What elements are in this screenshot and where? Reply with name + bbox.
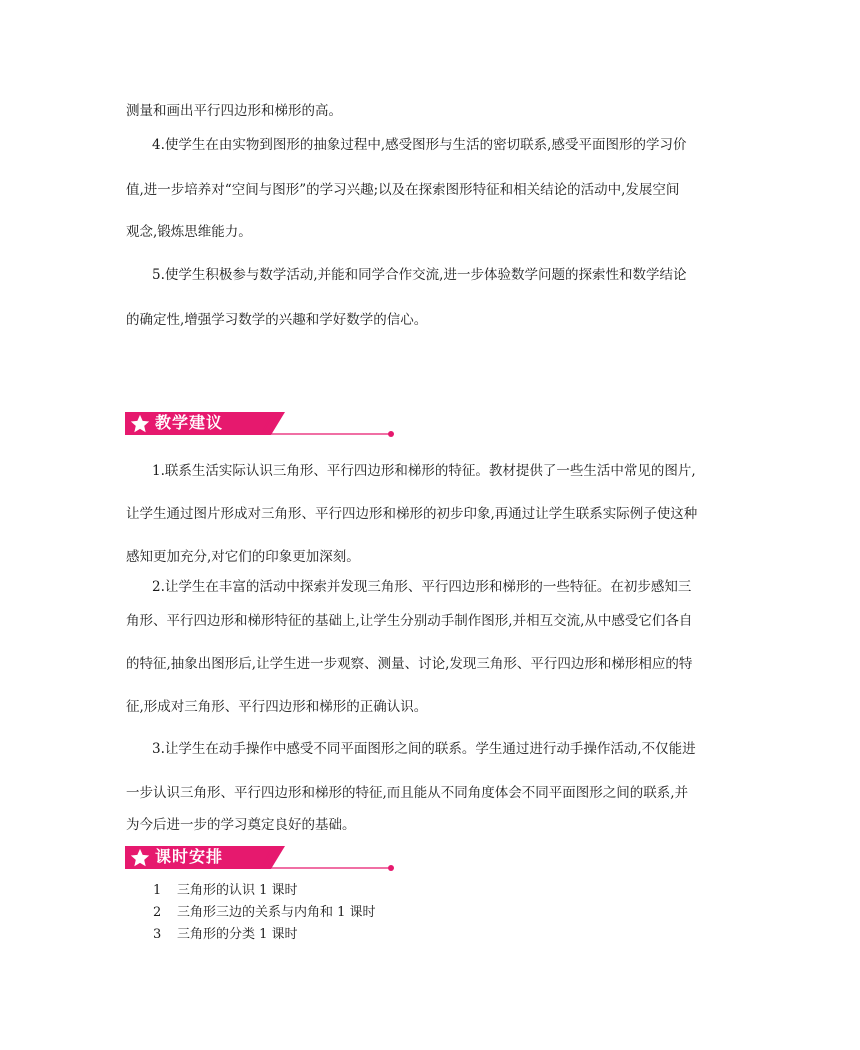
schedule-header	[125, 845, 397, 871]
schedule-item-number: 2	[153, 905, 162, 920]
objective-4-line: 观念,锻炼思维能力。	[126, 224, 252, 240]
suggestion-3-line: 一步认识三角形、平行四边形和梯形的特征,而且能从不同角度体会不同平面图形之间的联系,并	[126, 785, 689, 801]
teaching-suggestions-header	[125, 411, 397, 437]
star-icon	[129, 413, 151, 435]
suggestion-2-line: 角形、平行四边形和梯形特征的基础上,让学生分别动手制作图形,并相互交流,从中感受它们各自	[126, 613, 693, 629]
suggestion-3-line: 3.让学生在动手操作中感受不同平面图形之间的联系。学生通过进行动手操作活动,不仅能进	[152, 741, 696, 757]
objective-4-line: 4.使学生在由实物到图形的抽象过程中,感受图形与生活的密切联系,感受平面图形的学习价	[152, 137, 687, 153]
section-title: 课时安排	[155, 847, 224, 866]
section-title: 教学建议	[155, 413, 224, 432]
schedule-item	[153, 927, 298, 943]
schedule-item-text: 三角形的分类 1 课时	[177, 927, 298, 942]
schedule-item-text: 三角形的认识 1 课时	[177, 883, 298, 898]
schedule-item-number: 3	[153, 927, 162, 942]
objective-line: 测量和画出平行四边形和梯形的高。	[126, 103, 342, 119]
suggestion-2-line: 的特征,抽象出图形后,让学生进一步观察、测量、讨论,发现三角形、平行四边形和梯形相应的特	[126, 656, 693, 672]
schedule-item	[153, 905, 376, 921]
objective-5-line: 的确定性,增强学习数学的兴趣和学好数学的信心。	[126, 312, 428, 328]
star-icon	[129, 847, 151, 869]
suggestion-1-line: 1.联系生活实际认识三角形、平行四边形和梯形的特征。教材提供了一些生活中常见的图片,	[152, 463, 696, 479]
suggestion-3-line: 为今后进一步的学习奠定良好的基础。	[126, 817, 356, 833]
schedule-item	[153, 883, 298, 899]
suggestion-2-line: 征,形成对三角形、平行四边形和梯形的正确认识。	[126, 699, 428, 715]
schedule-item-number: 1	[153, 883, 162, 898]
objective-5-line: 5.使学生积极参与数学活动,并能和同学合作交流,进一步体验数学问题的探索性和数学结论	[152, 267, 687, 283]
suggestion-2-line: 2.让学生在丰富的活动中探索并发现三角形、平行四边形和梯形的一些特征。在初步感知三	[152, 579, 692, 595]
objective-4-line: 值,进一步培养对“空间与图形”的学习兴趣;以及在探索图形特征和相关结论的活动中,发展空间	[126, 182, 680, 198]
schedule-item-text: 三角形三边的关系与内角和 1 课时	[177, 905, 376, 920]
suggestion-1-line: 感知更加充分,对它们的印象更加深刻。	[126, 549, 360, 565]
suggestion-1-line: 让学生通过图片形成对三角形、平行四边形和梯形的初步印象,再通过让学生联系实际例子使这种	[126, 506, 698, 522]
